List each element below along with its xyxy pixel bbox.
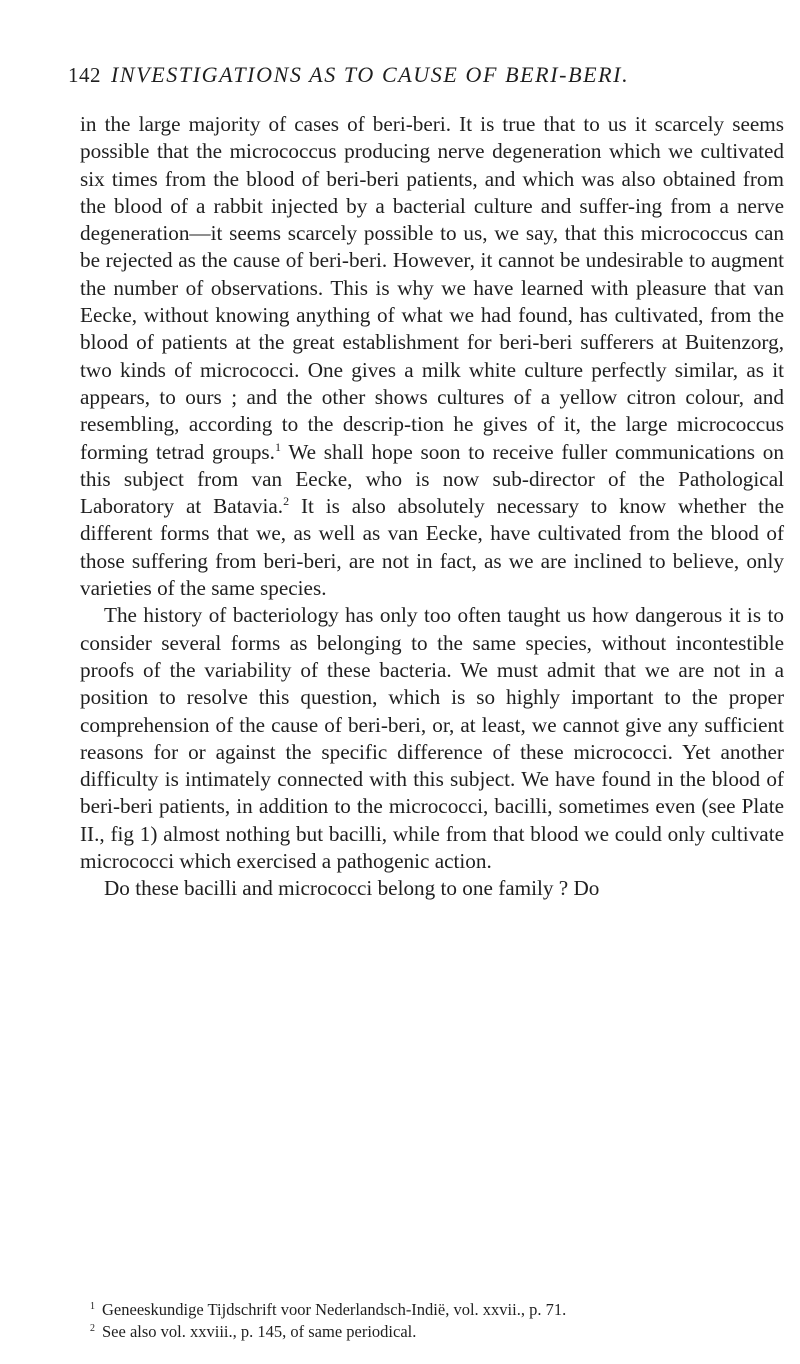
footnote-ref-2: 2	[283, 494, 290, 509]
main-text	[80, 111, 784, 903]
paragraph-2: The history of bacteriology has only too often taught us how dangerous it is to consider several forms as belonging to the same species, without incontestible proofs of the variability of these bacteria. We must admit that we are not in a position to resolve this question, which is so highly important to the proper comprehension of the cause of beri-beri, or, at least, we cannot give any sufficient reasons for or against the specific difference of these micrococci. Yet another difficulty is intimately connected with this subject. We have found in the blood of beri-beri patients, in addition to the micrococci, bacilli, sometimes even (see Plate II., fig 1) almost nothing but bacilli, while from that blood we could only cultivate micrococci which exercised a pathogenic action.	[80, 603, 784, 874]
paragraph-1	[80, 111, 784, 602]
footnote-2	[80, 1321, 784, 1343]
footnote-1-text: Geneeskundige Tijdschrift voor Nederlandsch-Indië, vol. xxvii., p. 71.	[102, 1300, 567, 1319]
running-title: INVESTIGATIONS AS TO CAUSE OF BERI-BERI.	[111, 62, 630, 87]
paragraph-1-text-b: We shall hope soon to receive fuller communications on this subject from van Eecke, who is now sub-director of the Pathological Laboratory at Batavia.	[80, 439, 784, 519]
footnote-2-mark: 2	[90, 1322, 95, 1334]
footnote-1	[80, 1299, 784, 1321]
footnote-ref-1: 1	[274, 439, 281, 454]
footnotes	[80, 1299, 784, 1343]
page-number: 142	[68, 63, 101, 87]
page-header	[68, 62, 768, 90]
footnote-1-mark: 1	[90, 1300, 95, 1312]
paragraph-3: Do these bacilli and micrococci belong to one family ? Do	[104, 876, 600, 901]
footnote-2-text: See also vol. xxviii., p. 145, of same periodical.	[102, 1322, 417, 1341]
paragraph-1-text-c: It is also absolutely necessary to know whether the different forms that we, as well as van Eecke, have cultivated from the blood of those suffering from beri-beri, are not in fact, as we are inclined to believe, only varieties of the same species.	[80, 494, 785, 601]
paragraph-1-text-a: in the large majority of cases of beri-beri. It is true that to us it scarcely seems possible that the micrococcus producing nerve degeneration which we cultivated six times from the blood of beri-beri patients, and which was also obtained from the blood of a rabbit injected by a bacterial culture and suffer-ing from a nerve degeneration—it seems scarcely possible to us, we say, that this micrococcus can be rejected as the cause of beri-beri. However, it cannot be undesirable to augment the number of observations. This is why we have learned with pleasure that van Eecke, without knowing anything of what we had found, has cultivated, from the blood of patients at the great establishment for beri-beri sufferers at Buitenzorg, two kinds of micrococci. One gives a milk white culture perfectly similar, as it appears, to ours ; and the other shows cultures of a yellow citron colour, and resembling, according to the descrip-tion he gives of it, the large micrococcus forming tetrad groups.	[80, 112, 784, 464]
